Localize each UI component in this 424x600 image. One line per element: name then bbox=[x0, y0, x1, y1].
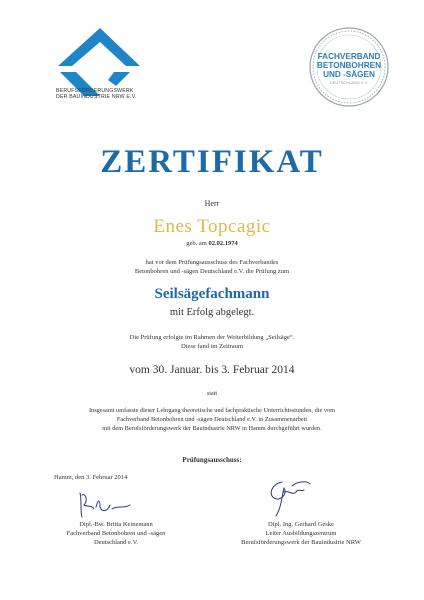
right-signature-icon bbox=[262, 476, 314, 522]
bfw-logo-line1: BERUFSFÖRDERUNGSWERK bbox=[56, 88, 134, 94]
signer-left-name: Dipl.-Bw. Britta Keinemann bbox=[79, 521, 153, 528]
svg-text:UND -SÄGEN: UND -SÄGEN bbox=[323, 70, 375, 79]
exam-line-1: hat vor dem Prüfungsausschuss des Fachverbandes bbox=[145, 259, 279, 266]
signer-right-role-1: Leiter Ausbildungszentrum bbox=[265, 530, 337, 537]
place-date: Hamm, den 3. Februar 2014 bbox=[54, 474, 128, 481]
signer-left-role-2: Deutschland e.V. bbox=[93, 539, 139, 546]
signer-left-role-1: Fachverband Betonbohren und -sägen bbox=[66, 530, 166, 537]
bfw-logo-line2: DER BAUINDUSTRIE NRW E.V. bbox=[56, 94, 137, 100]
signer-right-name: Dipl. Ing. Gerhard Geske bbox=[268, 521, 334, 528]
fachverband-seal-icon bbox=[308, 26, 390, 108]
summary-line-2: Fachverband Betonbohren und -sägen Deutschland e.V. in Zusammenarbeit bbox=[116, 416, 308, 423]
birth-prefix: geb. am bbox=[186, 240, 207, 247]
recipient-name: Enes Topcagic bbox=[153, 216, 271, 237]
exam-text bbox=[0, 258, 424, 276]
signer-right-role-2: Berufsförderungswerk der Bauindustrie NRW bbox=[241, 539, 361, 546]
training-dates: vom 30. Januar. bis 3. Februar 2014 bbox=[129, 364, 295, 376]
qualification-title: Seilsägefachmann bbox=[154, 286, 270, 302]
bfw-logo-caption bbox=[56, 88, 137, 100]
svg-text:FACHVERBAND: FACHVERBAND bbox=[317, 52, 381, 61]
left-signature-icon bbox=[74, 487, 134, 521]
signer-right bbox=[236, 520, 366, 547]
training-context bbox=[0, 333, 424, 351]
birth-info bbox=[0, 240, 424, 247]
certificate-title: ZERTIFIKAT bbox=[100, 144, 324, 180]
course-summary bbox=[0, 406, 424, 433]
svg-text:DEUTSCHLAND E.V.: DEUTSCHLAND E.V. bbox=[329, 80, 369, 85]
context-line-1: Die Prüfung erfolgte im Rahmen der Weiterbildung „Seilsäge“. bbox=[129, 334, 295, 341]
signer-left bbox=[56, 520, 176, 547]
salutation: Herr bbox=[204, 199, 220, 208]
summary-line-3: mit dem Berufsförderungswerk der Bauindustrie NRW in Hamm durchgeführt wurden. bbox=[102, 425, 322, 432]
summary-line-1: Insgesamt umfasste dieser Lehrgang theoretische und fachpraktische Unterrichtsstunden, die vom bbox=[88, 407, 336, 414]
birth-date: 02.02.1974 bbox=[208, 240, 238, 247]
exam-result: mit Erfolg abgelegt. bbox=[169, 307, 255, 318]
exam-line-2: Betonbohren und -sägen Deutschland e.V. die Prüfung zum bbox=[134, 268, 290, 275]
statt-text: statt bbox=[207, 391, 217, 397]
context-line-2: Diese fand im Zeitraum bbox=[181, 343, 243, 350]
svg-text:BETONBOHREN: BETONBOHREN bbox=[317, 61, 381, 70]
committee-heading: Prüfungsausschuss: bbox=[182, 456, 242, 464]
